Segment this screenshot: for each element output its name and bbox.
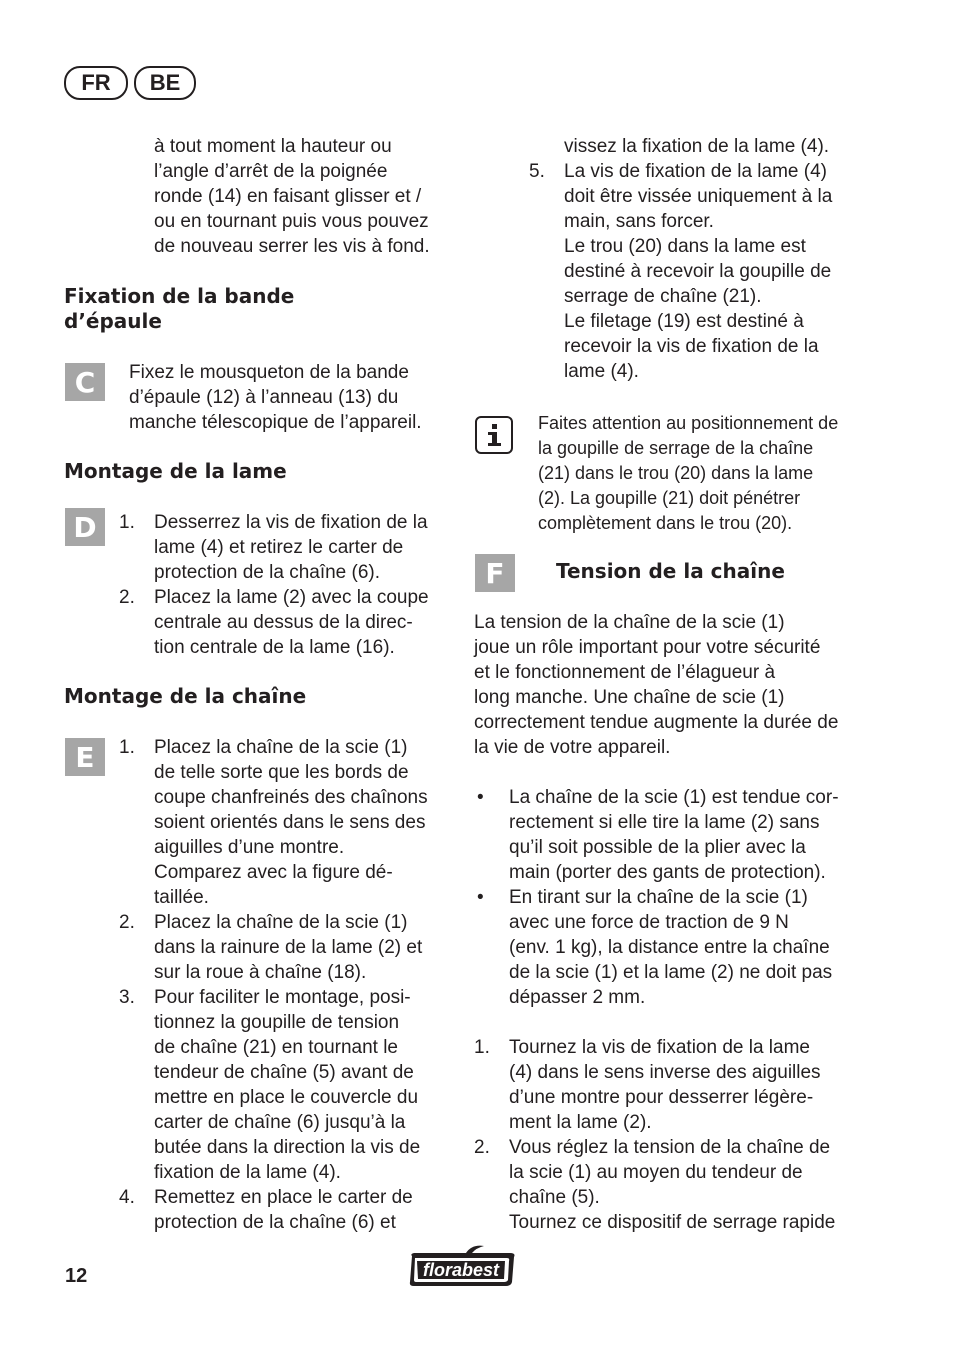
heading-line: Montage de la chaîne bbox=[64, 684, 307, 708]
text-line: La tension de la chaîne de la scie (1) bbox=[474, 612, 785, 633]
text-line: (21) dans le trou (20) dans la lame bbox=[538, 463, 814, 483]
text-line: Remettez en place le carter de bbox=[154, 1187, 413, 1208]
text-line: Tournez la vis de fixation de la lame bbox=[509, 1037, 810, 1058]
blade-screw-step bbox=[529, 159, 859, 384]
chain-tension-intro bbox=[474, 610, 864, 760]
text-line: soient orientés dans le sens des bbox=[154, 812, 426, 833]
info-note-text bbox=[538, 411, 868, 536]
chain-tension-heading bbox=[556, 559, 856, 584]
text-line: d’épaule (12) à l’anneau (13) du bbox=[129, 387, 399, 408]
logo-graphic bbox=[406, 1244, 518, 1288]
step-number: 1. bbox=[119, 737, 135, 758]
text-line: tionnez la goupille de tension bbox=[154, 1012, 400, 1033]
text-line: tendeur de chaîne (5) avant de bbox=[154, 1062, 414, 1083]
list-item bbox=[529, 159, 859, 384]
text-line: main (porter des gants de protection). bbox=[509, 862, 826, 883]
text-line: Placez la chaîne de la scie (1) bbox=[154, 912, 408, 933]
figure-label-e: E bbox=[65, 738, 105, 776]
chain-tension-bullets bbox=[474, 785, 864, 1010]
step-number: 2. bbox=[119, 912, 135, 933]
text-line: qu’il soit possible de la plier avec la bbox=[509, 837, 806, 858]
text-line: et le fonctionnement de l’élagueur à bbox=[474, 662, 776, 683]
text-line: joue un rôle important pour votre sécurité bbox=[474, 637, 821, 658]
step-number: 4. bbox=[119, 1187, 135, 1208]
list-item bbox=[119, 585, 454, 660]
list-item bbox=[474, 785, 864, 885]
language-badge-be: BE bbox=[134, 66, 196, 100]
text-line: (4) dans le sens inverse des aiguilles bbox=[509, 1062, 821, 1083]
text-line: centrale au dessus de la direc- bbox=[154, 612, 413, 633]
text-line: mettre en place le couvercle du bbox=[154, 1087, 419, 1108]
text-line: fixation de la lame (4). bbox=[154, 1162, 341, 1183]
text-line: ronde (14) en faisant glisser et / bbox=[154, 186, 422, 207]
text-line: En tirant sur la chaîne de la scie (1) bbox=[509, 887, 808, 908]
text-line: (2). La goupille (21) doit pénétrer bbox=[538, 488, 801, 508]
chain-mounting-steps bbox=[119, 735, 454, 1235]
text-line: de nouveau serrer les vis à fond. bbox=[154, 236, 430, 257]
text-line: main, sans forcer. bbox=[564, 211, 714, 232]
text-line: Le trou (20) dans la lame est bbox=[564, 236, 806, 257]
chain-tension-steps bbox=[474, 1035, 864, 1235]
heading-line: Fixation de la bande bbox=[64, 284, 295, 308]
text-line: vissez la fixation de la lame (4). bbox=[564, 136, 830, 157]
shoulder-strap-text bbox=[129, 360, 449, 435]
step-number: 5. bbox=[529, 161, 545, 182]
text-line: carter de chaîne (6) jusqu’à la bbox=[154, 1112, 406, 1133]
text-line: chaîne (5). bbox=[509, 1187, 600, 1208]
step-number: 1. bbox=[474, 1037, 490, 1058]
text-line: la goupille de serrage de la chaîne bbox=[538, 438, 814, 458]
figure-label-d: D bbox=[65, 508, 105, 546]
list-item bbox=[119, 985, 454, 1185]
text-line: tion centrale de la lame (16). bbox=[154, 637, 395, 658]
text-line: recevoir la vis de fixation de la bbox=[564, 336, 819, 357]
text-line: Comparez avec la figure dé- bbox=[154, 862, 393, 883]
bullet-icon: • bbox=[477, 887, 484, 908]
text-line: de chaîne (21) en tournant le bbox=[154, 1037, 399, 1058]
list-item bbox=[474, 1035, 864, 1135]
text-line: La chaîne de la scie (1) est tendue cor- bbox=[509, 787, 839, 808]
text-line: Pour faciliter le montage, posi- bbox=[154, 987, 411, 1008]
brand-text: florabest bbox=[422, 1260, 500, 1280]
text-line: Vous réglez la tension de la chaîne de bbox=[509, 1137, 831, 1158]
text-line: protection de la chaîne (6) et bbox=[154, 1212, 396, 1233]
info-icon bbox=[475, 416, 513, 454]
figure-label-c: C bbox=[65, 363, 105, 401]
step-number: 2. bbox=[119, 587, 135, 608]
list-item bbox=[474, 885, 864, 1010]
bullet-icon: • bbox=[477, 787, 484, 808]
text-line: La vis de fixation de la lame (4) bbox=[564, 161, 827, 182]
text-line: Placez la lame (2) avec la coupe bbox=[154, 587, 429, 608]
list-item bbox=[119, 1185, 454, 1235]
text-line: long manche. Une chaîne de scie (1) bbox=[474, 687, 785, 708]
text-line: d’une montre pour desserrer légère- bbox=[509, 1087, 814, 1108]
text-line: de la scie (1) et la lame (2) ne doit pas bbox=[509, 962, 833, 983]
text-line: ment la lame (2). bbox=[509, 1112, 652, 1133]
text-line: complètement dans le trou (20). bbox=[538, 513, 793, 533]
info-glyph bbox=[483, 422, 505, 448]
text-line: sur la roue à chaîne (18). bbox=[154, 962, 367, 983]
text-line: lame (4) et retirez le carter de bbox=[154, 537, 404, 558]
heading-line: Tension de la chaîne bbox=[556, 559, 785, 583]
text-line: serrage de chaîne (21). bbox=[564, 286, 762, 307]
shoulder-strap-heading bbox=[64, 284, 444, 334]
florabest-logo bbox=[406, 1244, 518, 1288]
text-line: à tout moment la hauteur ou bbox=[154, 136, 392, 157]
text-line: Placez la chaîne de la scie (1) bbox=[154, 737, 408, 758]
chain-mounting-heading bbox=[64, 684, 444, 709]
text-line: Fixez le mousqueton de la bande bbox=[129, 362, 409, 383]
heading-line: d’épaule bbox=[64, 309, 162, 333]
text-line: dans la rainure de la lame (2) et bbox=[154, 937, 423, 958]
text-line: lame (4). bbox=[564, 361, 639, 382]
text-line: correctement tendue augmente la durée de bbox=[474, 712, 839, 733]
text-line: manche télescopique de l’appareil. bbox=[129, 412, 422, 433]
blade-mounting-steps bbox=[119, 510, 454, 660]
text-line: l’angle d’arrêt de la poignée bbox=[154, 161, 388, 182]
text-line: dépasser 2 mm. bbox=[509, 987, 646, 1008]
text-line: destiné à recevoir la goupille de bbox=[564, 261, 832, 282]
text-line: coupe chanfreinés des chaînons bbox=[154, 787, 428, 808]
list-item bbox=[119, 735, 454, 910]
text-line: avec une force de traction de 9 N bbox=[509, 912, 789, 933]
blade-mounting-heading bbox=[64, 459, 444, 484]
text-line: protection de la chaîne (6). bbox=[154, 562, 381, 583]
text-line: aiguilles d’une montre. bbox=[154, 837, 345, 858]
list-item bbox=[119, 910, 454, 985]
text-line: butée dans la direction la vis de bbox=[154, 1137, 421, 1158]
text-line: Tournez ce dispositif de serrage rapide bbox=[509, 1212, 836, 1233]
text-line: ou en tournant puis vous pouvez bbox=[154, 211, 429, 232]
language-badge-fr: FR bbox=[64, 66, 128, 100]
text-line: Le filetage (19) est destiné à bbox=[564, 311, 804, 332]
heading-line: Montage de la lame bbox=[64, 459, 287, 483]
text-line: la scie (1) au moyen du tendeur de bbox=[509, 1162, 803, 1183]
continued-step-line bbox=[564, 134, 864, 159]
list-item bbox=[119, 510, 454, 585]
text-line: Desserrez la vis de fixation de la bbox=[154, 512, 428, 533]
text-line: de telle sorte que les bords de bbox=[154, 762, 409, 783]
text-line: la vie de votre appareil. bbox=[474, 737, 671, 758]
page-number: 12 bbox=[65, 1265, 88, 1287]
language-badges bbox=[64, 66, 196, 100]
list-item bbox=[474, 1135, 864, 1235]
figure-label-f: F bbox=[475, 554, 515, 592]
intro-paragraph bbox=[154, 134, 454, 259]
text-line: rectement si elle tire la lame (2) sans bbox=[509, 812, 820, 833]
step-number: 2. bbox=[474, 1137, 490, 1158]
step-number: 1. bbox=[119, 512, 135, 533]
text-line: Faites attention au positionnement de bbox=[538, 413, 839, 433]
text-line: taillée. bbox=[154, 887, 209, 908]
text-line: doit être vissée uniquement à la bbox=[564, 186, 833, 207]
step-number: 3. bbox=[119, 987, 135, 1008]
text-line: (env. 1 kg), la distance entre la chaîne bbox=[509, 937, 830, 958]
